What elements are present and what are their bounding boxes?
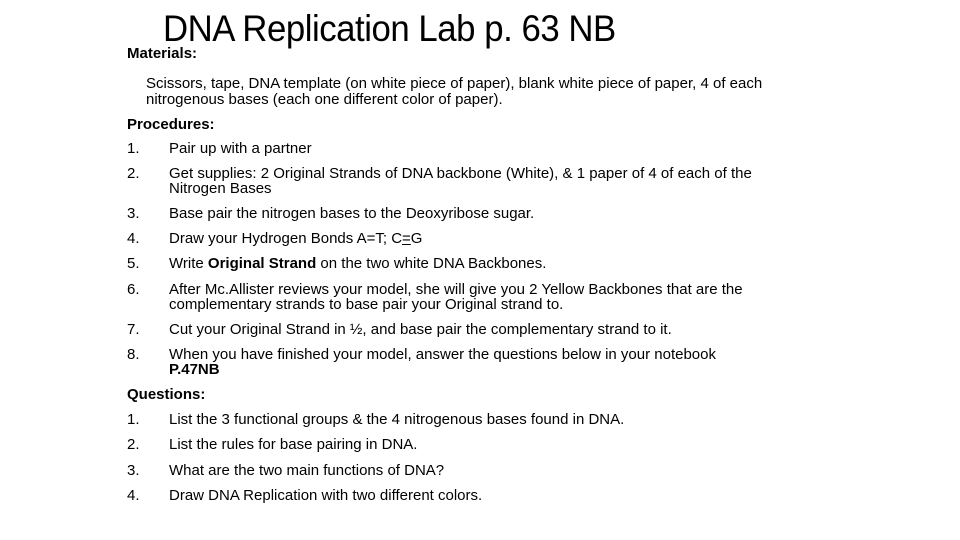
procedure-step-4 — [169, 231, 422, 247]
procedure-step-4-end: G — [410, 230, 423, 247]
question-number: 4. — [127, 487, 140, 504]
procedure-step-2-line-2: Nitrogen Bases — [169, 180, 272, 197]
procedure-step-3: Base pair the nitrogen bases to the Deoxyribose sugar. — [169, 205, 535, 222]
question-3: What are the two main functions of DNA? — [169, 462, 445, 479]
question-1: List the 3 functional groups & the 4 nitrogenous bases found in DNA. — [169, 411, 625, 428]
procedure-step-4-text: Draw your Hydrogen Bonds A=T; C — [169, 230, 403, 247]
procedure-number: 2. — [127, 165, 140, 182]
procedure-number: 5. — [127, 255, 140, 272]
procedure-number: 3. — [127, 205, 140, 222]
procedure-step-8-line-1: When you have finished your model, answer the questions below in your notebook — [169, 346, 716, 363]
procedure-step-5-end: on the two white DNA Backbones. — [316, 255, 547, 272]
procedure-step-6-line-2: complementary strands to base pair your Original strand to. — [169, 296, 564, 313]
original-strand-bold: Original Strand — [207, 255, 317, 272]
question-number: 1. — [127, 411, 140, 428]
question-number: 3. — [127, 462, 140, 479]
procedure-step-2-line-1: Get supplies: 2 Original Strands of DNA backbone (White), & 1 paper of 4 of each of the — [169, 165, 752, 182]
question-4: Draw DNA Replication with two different colors. — [169, 487, 483, 504]
procedure-number: 8. — [127, 346, 140, 363]
procedure-number: 1. — [127, 140, 140, 157]
procedure-step-7: Cut your Original Strand in ½, and base pair the complementary strand to it. — [169, 321, 672, 338]
page-title: DNA Replication Lab p. 63 NB — [163, 8, 616, 49]
procedure-step-5-text: Write — [169, 255, 208, 272]
question-2: List the rules for base pairing in DNA. — [169, 436, 418, 453]
procedure-number: 6. — [127, 281, 140, 298]
procedure-number: 7. — [127, 321, 140, 338]
triple-bond-symbol: = — [402, 230, 411, 247]
procedures-heading: Procedures: — [127, 116, 215, 133]
procedure-step-8-line-2: P.47NB — [169, 361, 220, 378]
procedure-step-1: Pair up with a partner — [169, 140, 312, 157]
procedure-step-6-line-1: After Mc.Allister reviews your model, she will give you 2 Yellow Backbones that are the — [169, 281, 743, 298]
materials-line-1: Scissors, tape, DNA template (on white piece of paper), blank white piece of paper, 4 of each — [146, 75, 763, 92]
procedure-number: 4. — [127, 230, 140, 247]
materials-line-2: nitrogenous bases (each one different color of paper). — [146, 91, 503, 108]
question-number: 2. — [127, 436, 140, 453]
questions-heading: Questions: — [127, 386, 206, 403]
procedure-step-5 — [169, 256, 546, 272]
materials-heading: Materials: — [127, 45, 198, 62]
